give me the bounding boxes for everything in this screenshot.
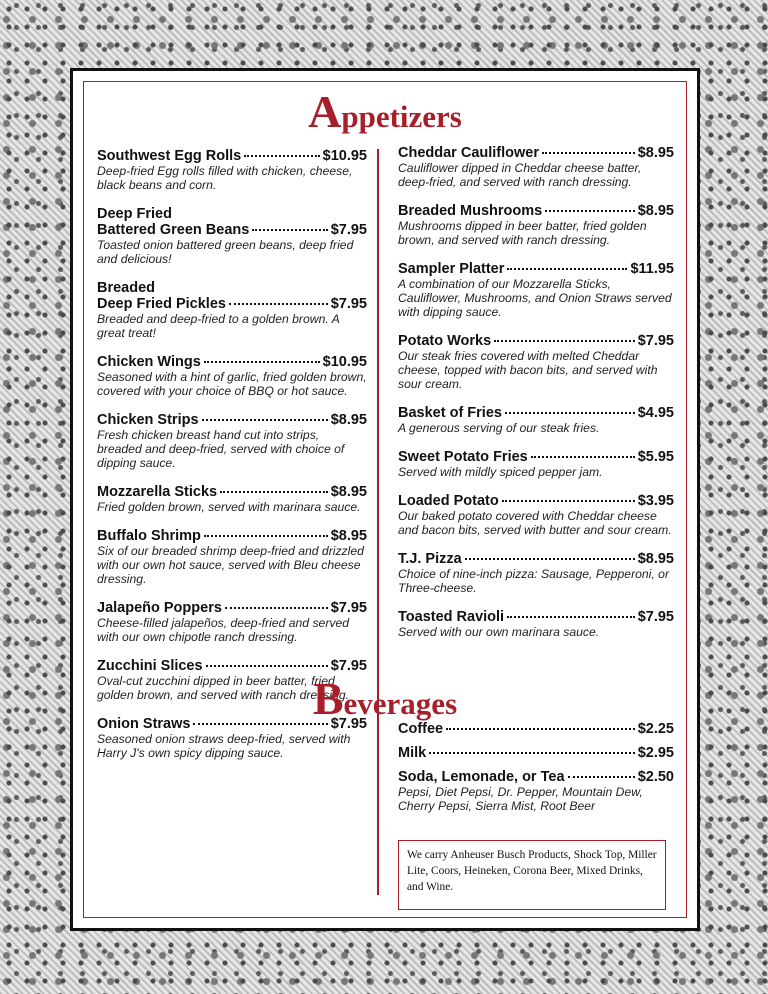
item-name-line1: Deep Fried — [97, 206, 172, 222]
menu-item — [97, 412, 367, 470]
menu-item — [398, 769, 674, 813]
item-price: $8.95 — [637, 203, 674, 219]
item-name: Potato Works — [398, 333, 492, 349]
item-price: $2.25 — [637, 721, 674, 737]
item-name: Zucchini Slices — [97, 658, 203, 674]
item-description: Deep-fried Egg rolls filled with chicken, cheese, black beans and corn. — [97, 164, 353, 192]
item-name: Onion Straws — [97, 716, 191, 732]
item-header — [398, 261, 674, 277]
item-header — [398, 145, 674, 161]
menu-item — [398, 449, 674, 479]
item-name: Soda, Lemonade, or Tea — [398, 769, 565, 785]
column-divider — [377, 149, 379, 895]
item-price: $10.95 — [322, 148, 367, 164]
menu-item — [398, 609, 674, 639]
item-header — [398, 551, 674, 567]
item-description: Seasoned with a hint of garlic, fried golden brown, covered with your choice of BBQ or hot sauce. — [97, 370, 367, 398]
menu-item — [398, 551, 674, 595]
item-name: Loaded Potato — [398, 493, 499, 509]
item-price: $8.95 — [330, 484, 367, 500]
item-description: Fried golden brown, served with marinara sauce. — [97, 500, 361, 514]
menu-item — [97, 528, 367, 586]
item-name: Cheddar Cauliflower — [398, 145, 539, 161]
item-name: Southwest Egg Rolls — [97, 148, 242, 164]
menu-item — [97, 484, 367, 514]
item-price: $3.95 — [637, 493, 674, 509]
item-name: Buffalo Shrimp — [97, 528, 201, 544]
item-header — [398, 203, 674, 219]
item-name: Battered Green Beans — [97, 222, 250, 238]
dot-leader — [545, 210, 634, 212]
item-name: Coffee — [398, 721, 444, 737]
item-header — [97, 484, 367, 500]
dot-leader — [429, 752, 635, 754]
dot-leader — [507, 616, 635, 618]
item-name: Toasted Ravioli — [398, 609, 505, 625]
item-price: $2.95 — [637, 745, 674, 761]
item-name: Mozzarella Sticks — [97, 484, 218, 500]
item-price: $8.95 — [637, 145, 674, 161]
dot-leader — [542, 152, 635, 154]
dot-leader — [206, 665, 328, 667]
dot-leader — [202, 419, 328, 421]
item-price: $8.95 — [330, 412, 367, 428]
item-price: $4.95 — [637, 405, 674, 421]
item-description: Seasoned onion straws deep-fried, served with Harry J's own spicy dipping sauce. — [97, 732, 351, 760]
item-name: Breaded Mushrooms — [398, 203, 543, 219]
item-description: A combination of our Mozzarella Sticks, Cauliflower, Mushrooms, and Onion Straws served with dipping sauce. — [398, 277, 672, 319]
beverages-list — [398, 721, 674, 821]
menu-item — [97, 354, 367, 398]
item-description: Toasted onion battered green beans, deep fried and delicious! — [97, 238, 354, 266]
dot-leader — [446, 728, 635, 730]
menu-item — [398, 261, 674, 319]
item-price: $7.95 — [637, 609, 674, 625]
item-description: Oval-cut zucchini dipped in beer batter, fried golden brown, and served with ranch dressing. — [97, 674, 350, 702]
menu-item — [97, 280, 367, 340]
item-header — [97, 600, 367, 616]
item-description: Breaded and deep-fried to a golden brown. A great treat! — [97, 312, 340, 340]
item-description: Choice of nine-inch pizza: Sausage, Pepperoni, or Three-cheese. — [398, 567, 669, 595]
item-description: Six of our breaded shrimp deep-fried and drizzled with our own hot sauce, served with Bleu cheese dressing. — [97, 544, 364, 586]
item-description: Cauliflower dipped in Cheddar cheese batter, deep-fried, and served with ranch dressing. — [398, 161, 642, 189]
dot-leader — [465, 558, 635, 560]
menu-item — [398, 333, 674, 391]
menu-item — [398, 203, 674, 247]
item-header — [398, 333, 674, 349]
item-header — [398, 745, 674, 761]
dot-leader — [229, 303, 328, 305]
item-header — [398, 449, 674, 465]
right-items-list — [398, 145, 674, 639]
item-name-line1: Breaded — [97, 280, 156, 296]
item-price: $7.95 — [330, 716, 367, 732]
item-description: Mushrooms dipped in beer batter, fried golden brown, and served with ranch dressing. — [398, 219, 647, 247]
item-name: Basket of Fries — [398, 405, 502, 421]
dot-leader — [204, 535, 328, 537]
item-header — [398, 769, 674, 785]
item-price: $8.95 — [330, 528, 367, 544]
dot-leader — [204, 361, 320, 363]
item-price: $7.95 — [637, 333, 674, 349]
item-description: Cheese-filled jalapeños, deep-fried and served with our own chipotle ranch dressing. — [97, 616, 350, 644]
appetizers-right-column — [398, 145, 674, 653]
dot-leader — [531, 456, 635, 458]
item-name: Chicken Wings — [97, 354, 201, 370]
item-description: Served with our own marinara sauce. — [398, 625, 600, 639]
item-name: Sampler Platter — [398, 261, 505, 277]
dot-leader — [494, 340, 635, 342]
item-price: $2.50 — [637, 769, 674, 785]
item-name: T.J. Pizza — [398, 551, 462, 567]
item-price: $7.95 — [330, 658, 367, 674]
menu-item — [398, 721, 674, 737]
item-description: Served with mildly spiced pepper jam. — [398, 465, 603, 479]
item-description: A generous serving of our steak fries. — [398, 421, 600, 435]
dot-leader — [244, 155, 319, 157]
item-name: Sweet Potato Fries — [398, 449, 528, 465]
item-price: $5.95 — [637, 449, 674, 465]
item-description: Fresh chicken breast hand cut into strips, breaded and deep-fried, served with choice of dipping sauce. — [97, 428, 345, 470]
item-header — [97, 354, 367, 370]
dot-leader — [252, 229, 327, 231]
item-header — [398, 405, 674, 421]
item-name: Milk — [398, 745, 427, 761]
item-header — [97, 412, 367, 428]
item-price: $10.95 — [322, 354, 367, 370]
appetizers-heading: Appetizers — [308, 86, 462, 137]
item-price: $7.95 — [330, 600, 367, 616]
menu-item — [398, 405, 674, 435]
item-header — [97, 148, 367, 164]
menu-item — [97, 206, 367, 266]
item-header — [97, 528, 367, 544]
menu-panel — [70, 68, 700, 931]
menu-item — [97, 148, 367, 192]
dot-leader — [568, 776, 635, 778]
item-description: Our steak fries covered with melted Cheddar cheese, topped with bacon bits, and served with sour cream. — [398, 349, 658, 391]
menu-item — [398, 145, 674, 189]
item-price: $11.95 — [630, 261, 674, 277]
menu-item — [398, 493, 674, 537]
item-name: Deep Fried Pickles — [97, 296, 226, 312]
item-name: Jalapeño Poppers — [97, 600, 222, 616]
beverages-heading: Beverages — [312, 673, 458, 724]
beer-note: We carry Anheuser Busch Products, Shock Top, Miller Lite, Coors, Heineken, Corona Beer, Mixed Drinks, and Wine. — [398, 840, 666, 910]
item-price: $7.95 — [330, 296, 367, 312]
dot-leader — [505, 412, 635, 414]
dot-leader — [502, 500, 635, 502]
item-header — [398, 721, 674, 737]
dot-leader — [507, 268, 627, 270]
menu-item — [97, 600, 367, 644]
item-header — [398, 609, 674, 625]
watermark: menupix — [534, 885, 602, 902]
item-header — [398, 493, 674, 509]
menu-item — [398, 745, 674, 761]
item-price: $7.95 — [330, 222, 367, 238]
dot-leader — [220, 491, 328, 493]
item-description: Pepsi, Diet Pepsi, Dr. Pepper, Mountain Dew, Cherry Pepsi, Sierra Mist, Root Beer — [398, 785, 643, 813]
item-description: Our baked potato covered with Cheddar cheese and bacon bits, served with butter and sour cream. — [398, 509, 672, 537]
item-header — [97, 296, 367, 312]
item-header — [97, 222, 367, 238]
item-name: Chicken Strips — [97, 412, 199, 428]
dot-leader — [225, 607, 328, 609]
item-price: $8.95 — [637, 551, 674, 567]
